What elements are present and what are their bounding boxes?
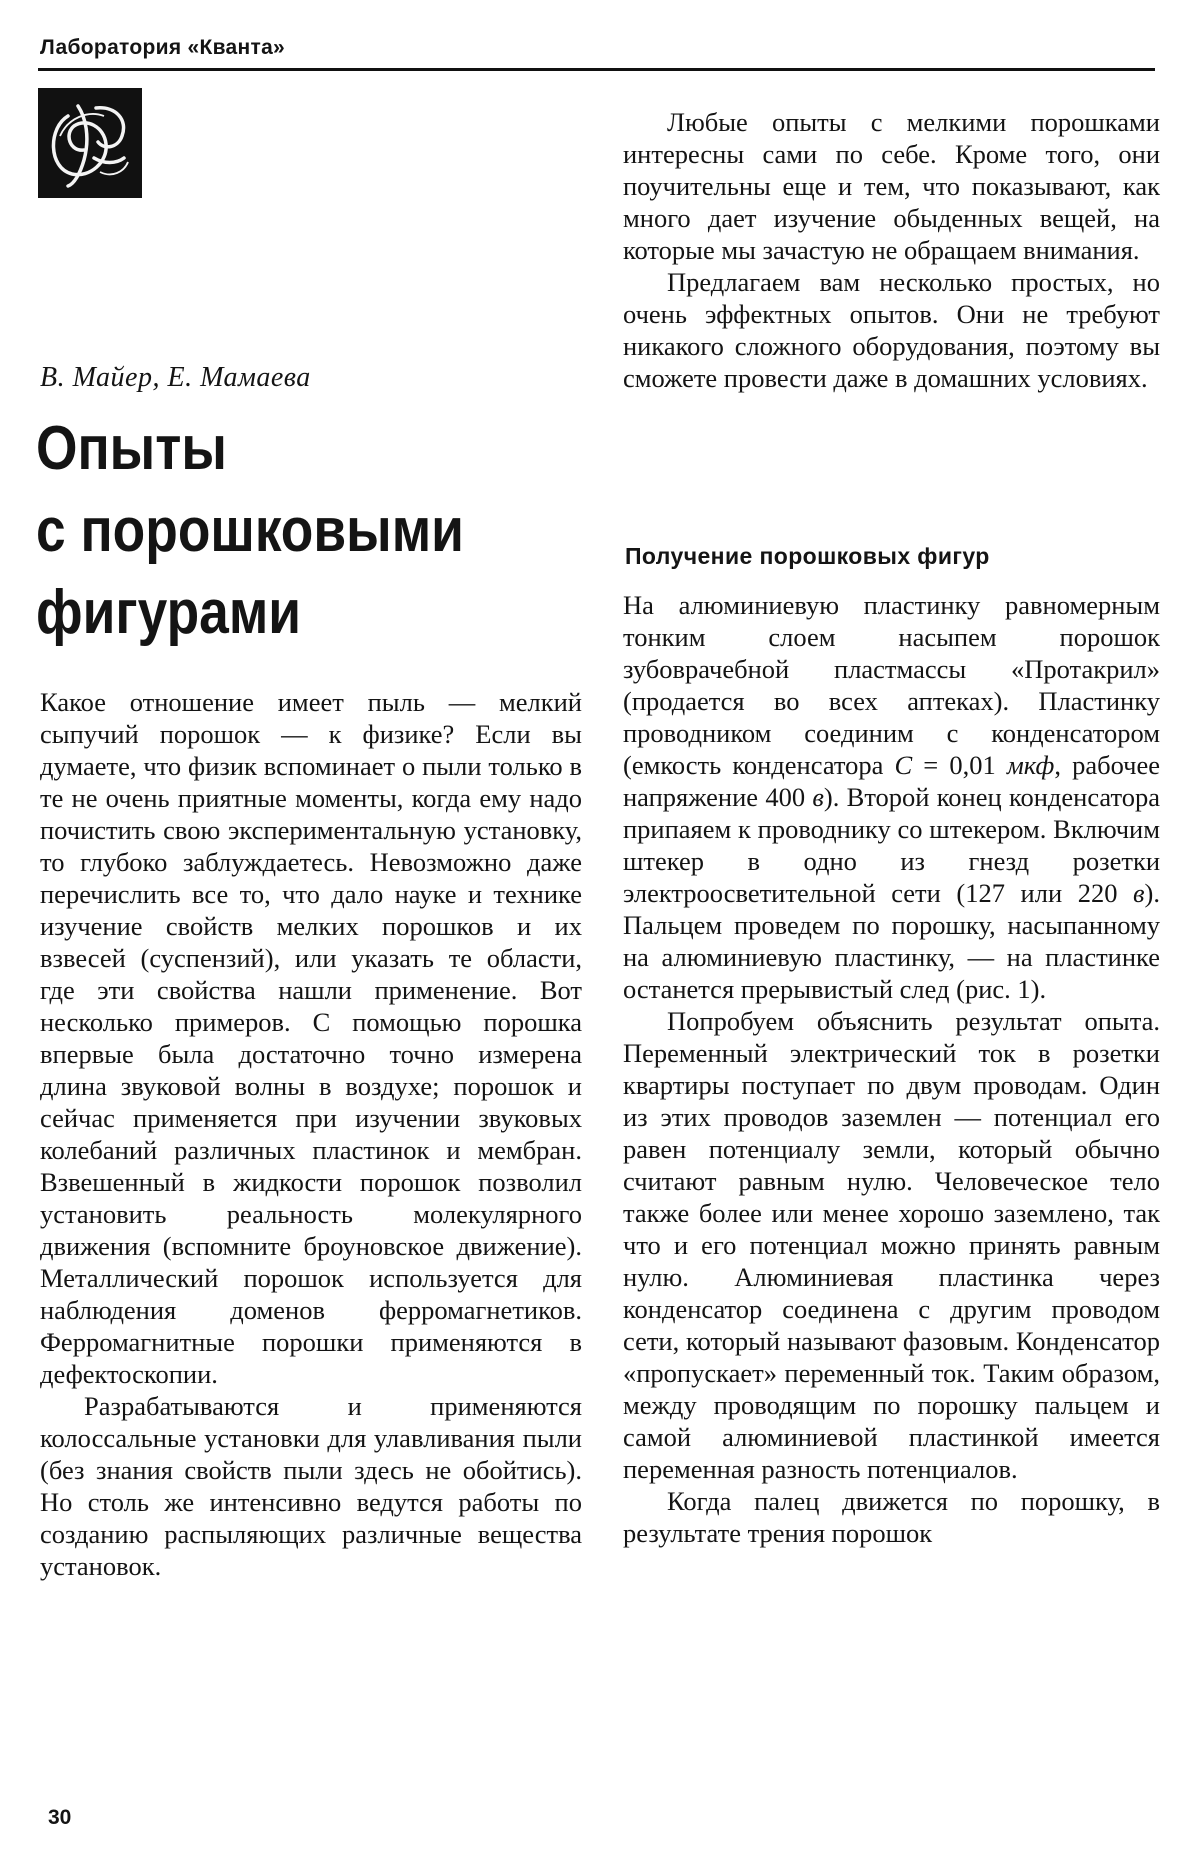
p1-text-b: = 0,01 xyxy=(912,750,1007,780)
page-number: 30 xyxy=(48,1806,72,1829)
article-title xyxy=(36,408,556,654)
unit-mkf: мкф xyxy=(1006,750,1055,780)
p1-text-d: ). Второй конец конденсатора припаяем к проводнику со штекером. Включим штекер в одно из гнезд розетки электроосветительной сети (127 или 220 xyxy=(623,782,1160,908)
right-column-intro xyxy=(623,106,1160,394)
p1-text-c2: , рабочее напряжение 400 xyxy=(623,750,1160,812)
unit-volt-1: в xyxy=(812,782,824,812)
section-paragraph-1 xyxy=(623,589,1160,1005)
intro-paragraph-3: Любые опыты с мелкими порошками интересны сами по себе. Кроме того, они поучительны еще и тем, что показывают, как много дает изучение обыденных вещей, на которые мы зачастую не обращаем внимания. xyxy=(623,107,1160,265)
ornate-monogram-icon xyxy=(38,88,142,198)
intro-paragraph-2: Разрабатываются и применяются колоссальные установки для улавливания пыли (без знания свойств пыли здесь не обойтись). Но столь же интенсивно ведутся работы по созданию распыляющих различные вещества установок. xyxy=(40,1391,582,1581)
section-paragraph-3: Когда палец движется по порошку, в результате трения порошок xyxy=(623,1486,1160,1548)
article-authors: В. Майер, Е. Мамаева xyxy=(40,362,311,393)
unit-volt-2: в xyxy=(1133,878,1145,908)
capacitance-symbol: C xyxy=(894,750,913,780)
running-header xyxy=(38,30,1155,71)
title-line-2: с порошковыми xyxy=(36,496,464,565)
section-label: Лаборатория «Кванта» xyxy=(40,36,286,59)
right-column-section xyxy=(623,589,1160,1549)
intro-paragraph-1: Какое отношение имеет пыль — мелкий сыпучий порошок — к физике? Если вы думаете, что физик вспоминает о пыли только в те не очень приятные моменты, когда ему надо почистить свою экспериментальную установку, то глубоко заблуждаетесь. Невозможно даже перечислить все то, что дало науке и технике изучение свойств мелких порошков и их взвесей (суспензий), или указать те области, где эти свойства нашли применение. Вот несколько примеров. С помощью порошка впервые была достаточно точно измерена длина звуковой волны в воздухе; порошок и сейчас применяется при изучении звуковых колебаний различных пластинок и мембран. Взвешенный в жидкости порошок позволил установить реальность молекулярного движения (вспомните броуновское движение). Металлический порошок используется для наблюдения доменов ферромагнетиков. Ферромагнитные порошки применяются в дефектоскопии. xyxy=(40,687,582,1389)
section-paragraph-2: Попробуем объяснить результат опыта. Переменный электрический ток в розетки квартиры поступает по двум проводам. Один из этих проводов заземлен — потенциал его равен потенциалу земли, который обычно считают равным нулю. Человеческое тело также более или менее хорошо заземлено, так что и его потенциал можно принять равным нулю. Алюминиевая пластинка через конденсатор соединена с другим проводом сети, который называют фазовым. Конденсатор «пропускает» переменный ток. Таким образом, между проводящим по порошку пальцем и самой алюминиевой пластинкой имеется переменная разность потенциалов. xyxy=(623,1006,1160,1484)
left-column xyxy=(40,686,582,1582)
p1-text-e: ). Пальцем проведем по порошку, насыпанному на алюминиевую пластинку, — на пластинке останется прерывистый след (рис. 1). xyxy=(623,878,1160,1004)
title-line-3: фигурами xyxy=(36,578,302,647)
intro-paragraph-4: Предлагаем вам несколько простых, но очень эффектных опытов. Они не требуют никакого сложного оборудования, поэтому вы сможете провести даже в домашних условиях. xyxy=(623,267,1160,393)
section-heading: Получение порошковых фигур xyxy=(625,543,990,569)
p1-text-a: На алюминиевую пластинку равномерным тонким слоем насыпем порошок зубоврачебной пластмассы «Протакрил» (продается во всех аптеках). Пластинку проводником соединим с конденсатором (емкость конденсатора xyxy=(623,590,1160,780)
title-line-1: Опыты xyxy=(36,414,227,483)
